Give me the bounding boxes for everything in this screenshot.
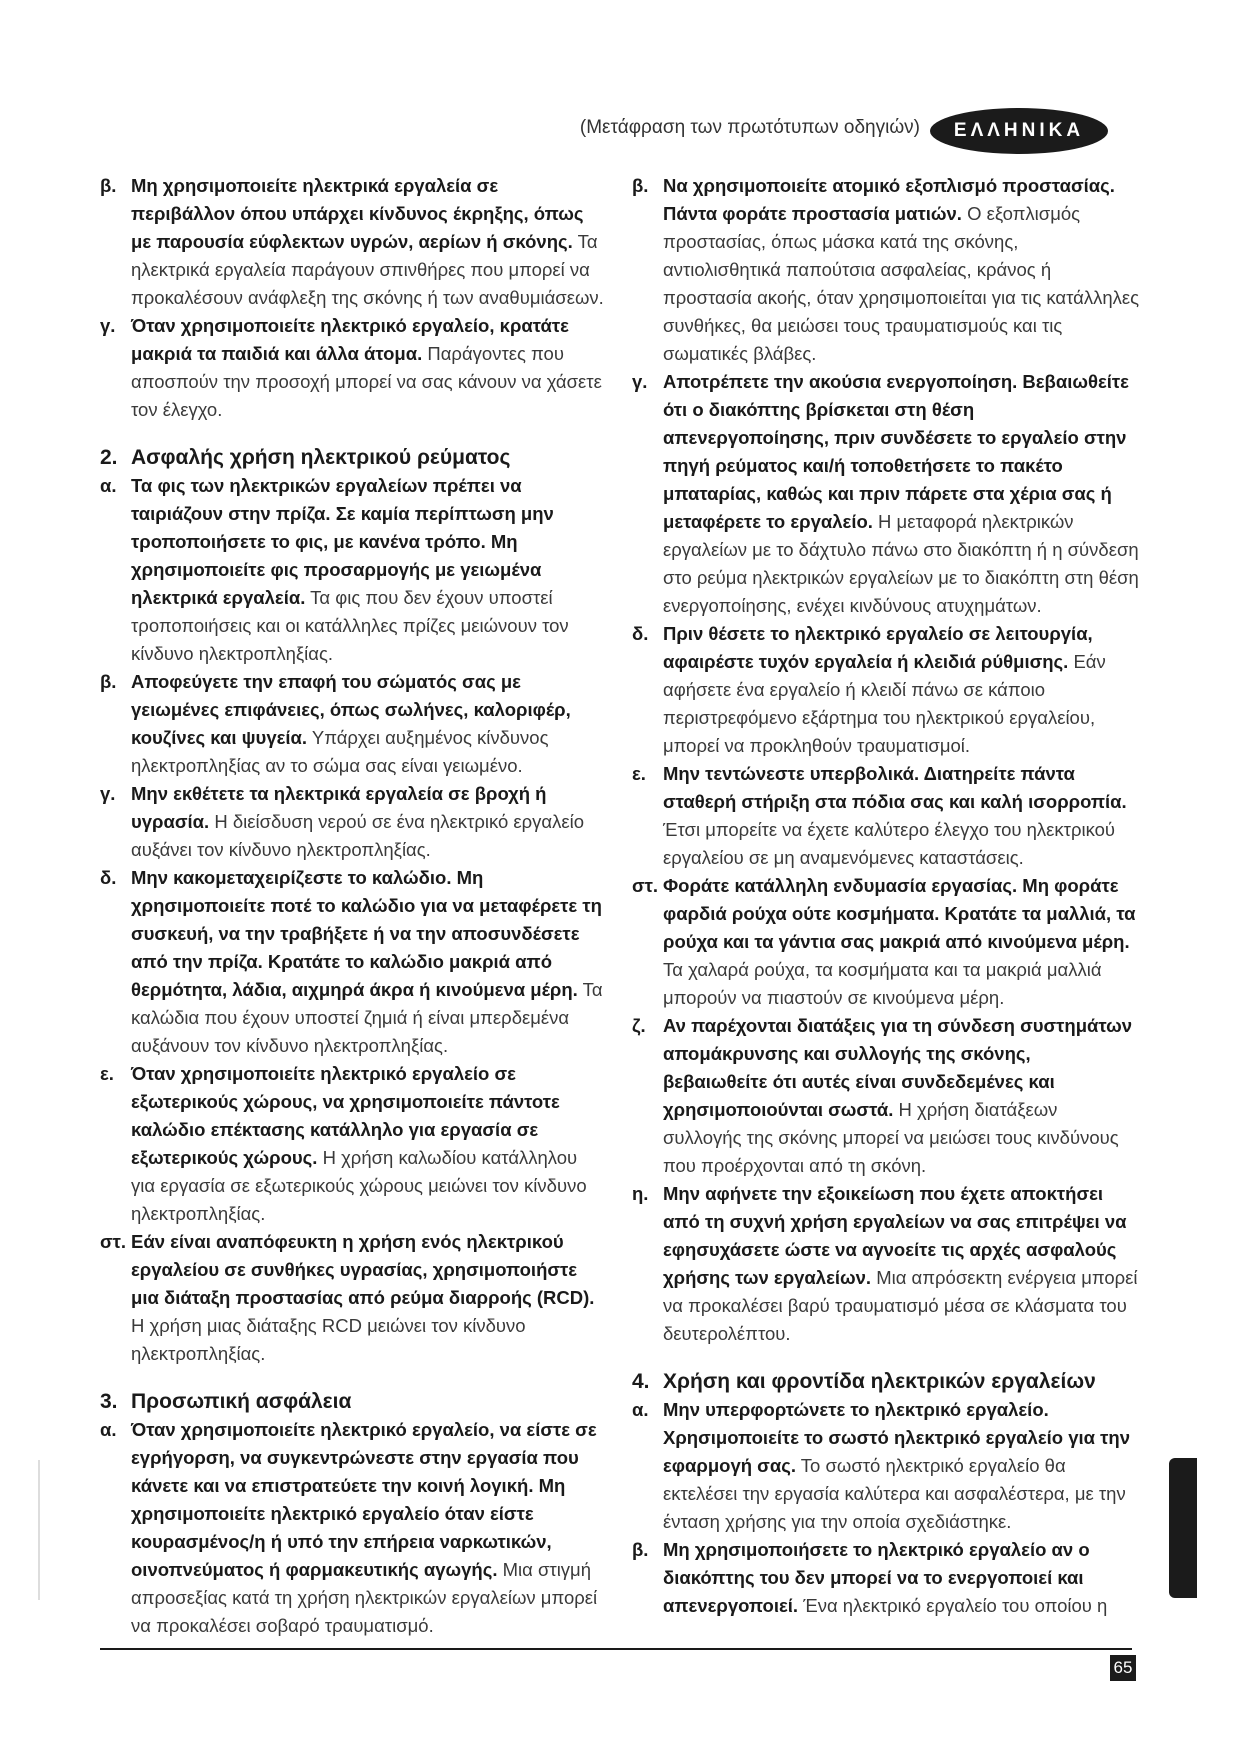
instruction-item bbox=[100, 780, 605, 864]
item-marker: η. bbox=[632, 1183, 649, 1204]
left-items-b bbox=[100, 472, 605, 1368]
instruction-item bbox=[100, 1416, 605, 1640]
item-bold-text: Αποφεύγετε την επαφή του σώματός σας με γειωμένες επιφάνειες, όπως σωλήνες, καλοριφέρ, κουζίνες και ψυγεία. bbox=[131, 671, 571, 748]
item-marker: στ. bbox=[632, 875, 659, 896]
left-items-c bbox=[100, 1416, 605, 1640]
instruction-item bbox=[632, 1396, 1140, 1536]
item-marker: ε. bbox=[632, 763, 646, 784]
instruction-item bbox=[632, 620, 1140, 760]
item-marker: ζ. bbox=[632, 1015, 646, 1036]
instruction-item bbox=[632, 1012, 1140, 1180]
item-marker: β. bbox=[100, 175, 117, 196]
item-bold-text: Πριν θέσετε το ηλεκτρικό εργαλείο σε λειτουργία, αφαιρέστε τυχόν εργαλεία ή κλειδιά ρύθμισης. bbox=[663, 623, 1093, 672]
section-heading-3 bbox=[100, 1390, 605, 1414]
section-heading-4 bbox=[632, 1370, 1140, 1394]
item-normal-text: Μια στιγμή απροσεξίας κατά τη χρήση ηλεκτρικών εργαλείων μπορεί να προκαλέσει σοβαρό τραυματισμό. bbox=[131, 1559, 598, 1636]
item-normal-text: Τα καλώδια που έχουν υποστεί ζημιά ή είναι μπερδεμένα αυξάνουν τον κίνδυνο ηλεκτροπληξίας. bbox=[131, 979, 603, 1056]
page-number: 65 bbox=[1110, 1655, 1136, 1681]
section-number: 2. bbox=[100, 446, 118, 469]
item-normal-text: Μια απρόσεκτη ενέργεια μπορεί να προκαλέσει βαρύ τραυματισμό μέσα σε κλάσματα του δευτερολέπτου. bbox=[663, 1267, 1138, 1344]
instruction-item bbox=[100, 864, 605, 1060]
item-normal-text: Η χρήση μιας διάταξης RCD μειώνει τον κίνδυνο ηλεκτροπληξίας. bbox=[131, 1315, 526, 1364]
instruction-item bbox=[632, 368, 1140, 620]
item-normal-text: Τα φις που δεν έχουν υποστεί τροποποιήσεις και οι κατάλληλες πρίζες μειώνουν τον κίνδυνο ηλεκτροπληξίας. bbox=[131, 587, 569, 664]
right-column bbox=[632, 172, 1140, 1620]
instruction-item bbox=[100, 472, 605, 668]
item-bold-text: Όταν χρησιμοποιείτε ηλεκτρικό εργαλείο σε εξωτερικούς χώρους, να χρησιμοποιείτε πάντοτε καλώδιο επέκτασης κατάλληλο για εργασία σε εξωτερικούς χώρους. bbox=[131, 1063, 560, 1168]
item-bold-text: Μην εκθέτετε τα ηλεκτρικά εργαλεία σε βροχή ή υγρασία. bbox=[131, 783, 547, 832]
right-items-b bbox=[632, 1396, 1140, 1620]
item-bold-text: Αποτρέπετε την ακούσια ενεργοποίηση. Βεβαιωθείτε ότι ο διακόπτης βρίσκεται στη θέση απενεργοποίησης, πριν συνδέσετε το εργαλείο στην πηγή ρεύματος και/ή τοποθετήσετε το πακέτο μπαταρίας, καθώς και πριν πάρετε στα χέρια σας ή μεταφέρετε το εργαλείο. bbox=[663, 371, 1129, 532]
left-column bbox=[100, 172, 605, 1640]
item-marker: α. bbox=[632, 1399, 649, 1420]
item-normal-text: Τα χαλαρά ρούχα, τα κοσμήματα και τα μακριά μαλλιά μπορούν να πιαστούν σε κινούμενα μέρη. bbox=[663, 959, 1102, 1008]
item-marker: α. bbox=[100, 1419, 117, 1440]
item-bold-text: Όταν χρησιμοποιείτε ηλεκτρικό εργαλείο, να είστε σε εγρήγορση, να συγκεντρώνεστε στην εργασία που κάνετε και να επιστρατεύετε την κοινή λογική. Μη χρησιμοποιείτε ηλεκτρικό εργαλείο όταν είστε κουρασμένος/η ή υπό την επήρεια ναρκωτικών, οινοπνεύματος ή φαρμακευτικής αγωγής. bbox=[131, 1419, 597, 1580]
instruction-item bbox=[632, 760, 1140, 872]
instruction-item bbox=[100, 1228, 605, 1368]
item-marker: δ. bbox=[632, 623, 649, 644]
item-normal-text: Εάν αφήσετε ένα εργαλείο ή κλειδί πάνω σε κάποιο περιστρεφόμενο εξάρτημα του ηλεκτρικού εργαλείου, μπορεί να προκληθούν τραυματισμοί. bbox=[663, 651, 1106, 756]
section-heading-2 bbox=[100, 446, 605, 470]
left-items-a bbox=[100, 172, 605, 424]
section-number: 4. bbox=[632, 1370, 650, 1393]
instruction-item bbox=[100, 172, 605, 312]
item-marker: ε. bbox=[100, 1063, 114, 1084]
item-normal-text: Υπάρχει αυξημένος κίνδυνος ηλεκτροπληξίας αν το σώμα σας είναι γειωμένο. bbox=[131, 727, 549, 776]
item-marker: γ. bbox=[632, 371, 648, 392]
item-bold-text: Εάν είναι αναπόφευκτη η χρήση ενός ηλεκτρικού εργαλείου σε συνθήκες υγρασίας, χρησιμοποιήστε μια διάταξη προστασίας από ρεύμα διαρροής (RCD). bbox=[131, 1231, 595, 1308]
item-bold-text: Φοράτε κατάλληλη ενδυμασία εργασίας. Μη φοράτε φαρδιά ρούχα ούτε κοσμήματα. Κρατάτε τα μαλλιά, τα ρούχα και τα γάντια σας μακριά από κινούμενα μέρη. bbox=[663, 875, 1136, 952]
item-normal-text: Ένα ηλεκτρικό εργαλείο του οποίου η bbox=[798, 1595, 1108, 1616]
item-bold-text: Μη χρησιμοποιείτε ηλεκτρικά εργαλεία σε περιβάλλον όπου υπάρχει κίνδυνος έκρηξης, όπως με παρουσία εύφλεκτων υγρών, αερίων ή σκόνης. bbox=[131, 175, 584, 252]
item-normal-text: Τα ηλεκτρικά εργαλεία παράγουν σπινθήρες που μπορεί να προκαλέσουν ανάφλεξη της σκόνης ή των αναθυμιάσεων. bbox=[131, 231, 604, 308]
item-marker: α. bbox=[100, 475, 117, 496]
item-normal-text: Ο εξοπλισμός προστασίας, όπως μάσκα κατά της σκόνης, αντιολισθητικά παπούτσια ασφαλείας, κράνος ή προστασία ακοής, όταν χρησιμοποιείται για τις κατάλληλες συνθήκες, θα μειώσει τους τραυματισμούς και τις σωματικές βλάβες. bbox=[663, 203, 1140, 364]
item-bold-text: Να χρησιμοποιείτε ατομικό εξοπλισμό προστασίας. Πάντα φοράτε προστασία ματιών. bbox=[663, 175, 1115, 224]
margin-line bbox=[38, 1460, 40, 1600]
item-marker: β. bbox=[100, 671, 117, 692]
instruction-item bbox=[100, 1060, 605, 1228]
instruction-item bbox=[632, 872, 1140, 1012]
instruction-item bbox=[632, 172, 1140, 368]
instruction-item bbox=[100, 668, 605, 780]
section-number: 3. bbox=[100, 1390, 118, 1413]
item-marker: γ. bbox=[100, 315, 116, 336]
item-bold-text: Μην τεντώνεστε υπερβολικά. Διατηρείτε πάντα σταθερή στήριξη στα πόδια σας και καλή ισορροπία. bbox=[663, 763, 1127, 812]
language-badge: ΕΛΛΗΝΙΚΑ bbox=[930, 108, 1108, 154]
section-title: Ασφαλής χρήση ηλεκτρικού ρεύματος bbox=[131, 446, 511, 469]
item-marker: β. bbox=[632, 175, 649, 196]
instruction-item bbox=[100, 312, 605, 424]
item-normal-text: Η χρήση καλωδίου κατάλληλου για εργασία σε εξωτερικούς χώρους μειώνει τον κίνδυνο ηλεκτροπληξίας. bbox=[131, 1147, 587, 1224]
item-bold-text: Τα φις των ηλεκτρικών εργαλείων πρέπει να ταιριάζουν στην πρίζα. Σε καμία περίπτωση μην τροποποιήσετε το φις, με κανένα τρόπο. Μη χρησιμοποιείτε φις προσαρμογής με γειωμένα ηλεκτρικά εργαλεία. bbox=[131, 475, 554, 608]
footer-rule bbox=[100, 1648, 1132, 1650]
item-bold-text: Όταν χρησιμοποιείτε ηλεκτρικό εργαλείο, κρατάτε μακριά τα παιδιά και άλλα άτομα. bbox=[131, 315, 569, 364]
item-bold-text: Μη χρησιμοποιήσετε το ηλεκτρικό εργαλείο αν ο διακόπτης του δεν μπορεί να το ενεργοποιεί και απενεργοποιεί. bbox=[663, 1539, 1090, 1616]
item-normal-text: Η διείσδυση νερού σε ένα ηλεκτρικό εργαλείο αυξάνει τον κίνδυνο ηλεκτροπληξίας. bbox=[131, 811, 585, 860]
instruction-item bbox=[632, 1536, 1140, 1620]
item-bold-text: Αν παρέχονται διατάξεις για τη σύνδεση συστημάτων απομάκρυνσης και συλλογής της σκόνης, βεβαιωθείτε ότι αυτές είναι συνδεδεμένες και χρησιμοποιούνται σωστά. bbox=[663, 1015, 1133, 1120]
item-normal-text: Έτσι μπορείτε να έχετε καλύτερο έλεγχο του ηλεκτρικού εργαλείου σε μη αναμενόμενες καταστάσεις. bbox=[663, 819, 1116, 868]
side-tab bbox=[1169, 1458, 1197, 1598]
item-normal-text: Παράγοντες που αποσπούν την προσοχή μπορεί να σας κάνουν να χάσετε τον έλεγχο. bbox=[131, 343, 602, 420]
item-marker: β. bbox=[632, 1539, 649, 1560]
item-marker: γ. bbox=[100, 783, 116, 804]
item-normal-text: Το σωστό ηλεκτρικό εργαλείο θα εκτελέσει την εργασία καλύτερα και ασφαλέστερα, με την ένταση χρήσης για την οποία σχεδιάστηκε. bbox=[663, 1455, 1126, 1532]
item-normal-text: Η χρήση διατάξεων συλλογής της σκόνης μπορεί να μειώσει τους κινδύνους που προέρχονται από τη σκόνη. bbox=[663, 1099, 1119, 1176]
instruction-item bbox=[632, 1180, 1140, 1348]
header-subtitle: (Μετάφραση των πρωτότυπων οδηγιών) bbox=[579, 117, 920, 138]
item-normal-text: Η μεταφορά ηλεκτρικών εργαλείων με το δάχτυλο πάνω στο διακόπτη ή η σύνδεση στο ρεύμα ηλεκτρικών εργαλείων με το διακόπτη στη θέση ενεργοποίησης, ενέχει κινδύνους ατυχημάτων. bbox=[663, 511, 1139, 616]
item-bold-text: Μην υπερφορτώνετε το ηλεκτρικό εργαλείο. Χρησιμοποιείτε το σωστό ηλεκτρικό εργαλείο για την εφαρμογή σας. bbox=[663, 1399, 1130, 1476]
section-title: Προσωπική ασφάλεια bbox=[131, 1390, 352, 1413]
item-marker: στ. bbox=[100, 1231, 127, 1252]
item-bold-text: Μην κακομεταχειρίζεστε το καλώδιο. Μη χρησιμοποιείτε ποτέ το καλώδιο για να μεταφέρετε τη συσκευή, να την τραβήξετε ή να την αποσυνδέσετε από την πρίζα. Κρατάτε το καλώδιο μακριά από θερμότητα, λάδια, αιχμηρά άκρα ή κινούμενα μέρη. bbox=[131, 867, 602, 1000]
item-marker: δ. bbox=[100, 867, 117, 888]
right-items-a bbox=[632, 172, 1140, 1348]
item-bold-text: Μην αφήνετε την εξοικείωση που έχετε αποκτήσει από τη συχνή χρήση εργαλείων να σας επιτρέψει να εφησυχάσετε ώστε να αγνοείτε τις αρχές ασφαλούς χρήσης των εργαλείων. bbox=[663, 1183, 1127, 1288]
section-title: Χρήση και φροντίδα ηλεκτρικών εργαλείων bbox=[663, 1370, 1096, 1393]
